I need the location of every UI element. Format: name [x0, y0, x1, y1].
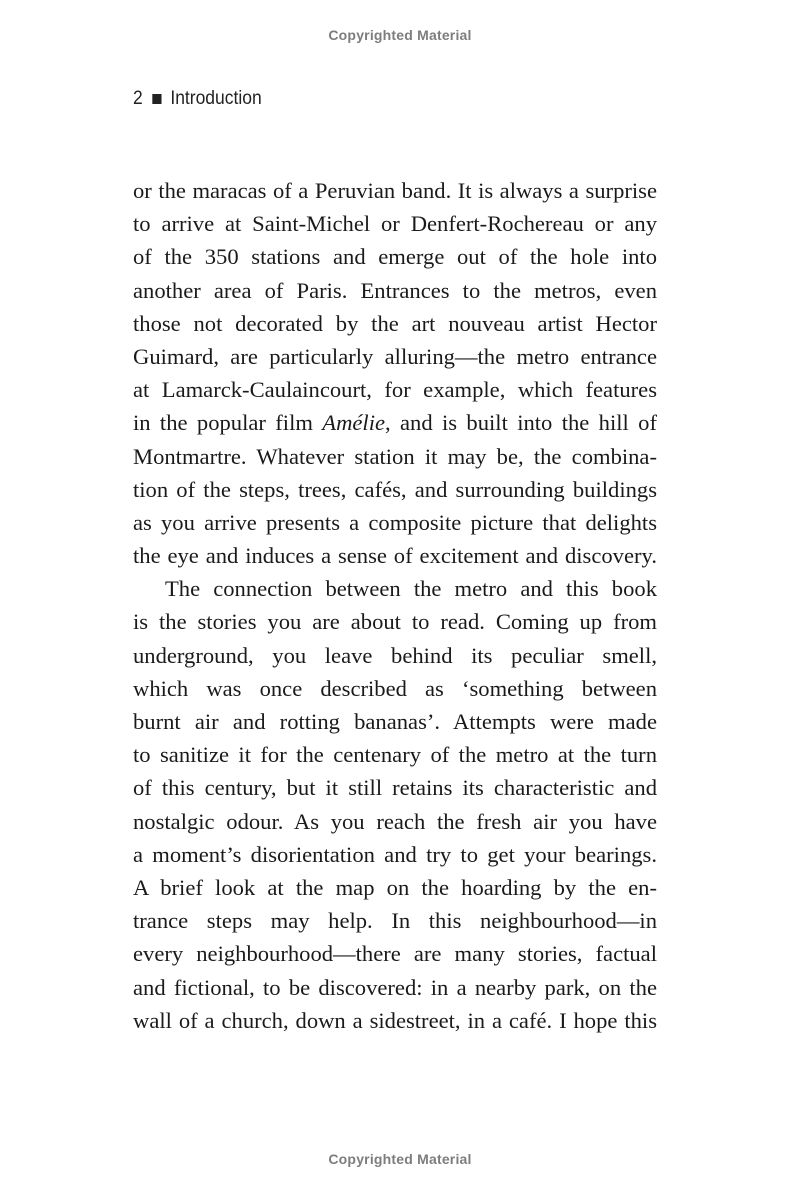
text-line: underground, you leave behind its peculiar smell,	[133, 642, 657, 668]
copyright-watermark-top: Copyrighted Material	[328, 27, 472, 43]
text-line: every neighbourhood—there are many stories, factual	[133, 941, 657, 967]
page-number: 2	[133, 88, 143, 109]
text-line-segment: , and is built into the hill of	[385, 410, 657, 436]
text-line: which was once described as ‘something between	[133, 675, 657, 701]
text-line: to arrive at Saint-Michel or Denfert-Rochereau or any	[133, 211, 657, 237]
text-line: and fictional, to be discovered: in a nearby park, on the	[133, 974, 657, 1000]
section-title: Introduction	[170, 88, 262, 109]
text-line: of this century, but it still retains its characteristic and	[133, 775, 657, 801]
text-line-segment: in the popular film	[133, 410, 323, 436]
square-bullet-icon	[152, 94, 161, 104]
running-head	[133, 88, 262, 110]
film-title-italic: Amélie	[322, 410, 386, 436]
text-line: Guimard, are particularly alluring—the metro entrance	[133, 343, 657, 369]
text-line: of the 350 stations and emerge out of the hole into	[133, 244, 657, 270]
text-line: a moment’s disorientation and try to get your bearings.	[133, 841, 657, 867]
text-line: another area of Paris. Entrances to the metros, even	[133, 277, 657, 303]
text-line: the eye and induces a sense of excitement and discovery.	[133, 543, 657, 569]
text-line: The connection between the metro and this book	[165, 576, 657, 602]
text-line: those not decorated by the art nouveau artist Hector	[133, 310, 657, 336]
text-line: nostalgic odour. As you reach the fresh air you have	[133, 808, 657, 834]
body-text	[133, 174, 657, 1037]
text-line: tion of the steps, trees, cafés, and surrounding buildings	[133, 476, 657, 502]
text-line: burnt air and rotting bananas’. Attempts were made	[133, 709, 657, 734]
text-line: at Lamarck-Caulaincourt, for example, which features	[133, 377, 657, 403]
text-line: as you arrive presents a composite picture that delights	[133, 509, 657, 535]
text-line: trance steps may help. In this neighbourhood—in	[133, 908, 657, 934]
text-line: A brief look at the map on the hoarding by the en-	[133, 874, 657, 900]
text-line	[133, 406, 657, 439]
text-line: is the stories you are about to read. Coming up from	[133, 609, 657, 635]
text-line: Montmartre. Whatever station it may be, the combina-	[133, 443, 657, 469]
copyright-watermark-bottom: Copyrighted Material	[328, 1151, 472, 1167]
text-line: or the maracas of a Peruvian band. It is always a surprise	[133, 178, 657, 203]
text-line: to sanitize it for the centenary of the metro at the turn	[133, 742, 657, 768]
text-line: wall of a church, down a sidestreet, in a café. I hope this	[133, 1007, 657, 1033]
